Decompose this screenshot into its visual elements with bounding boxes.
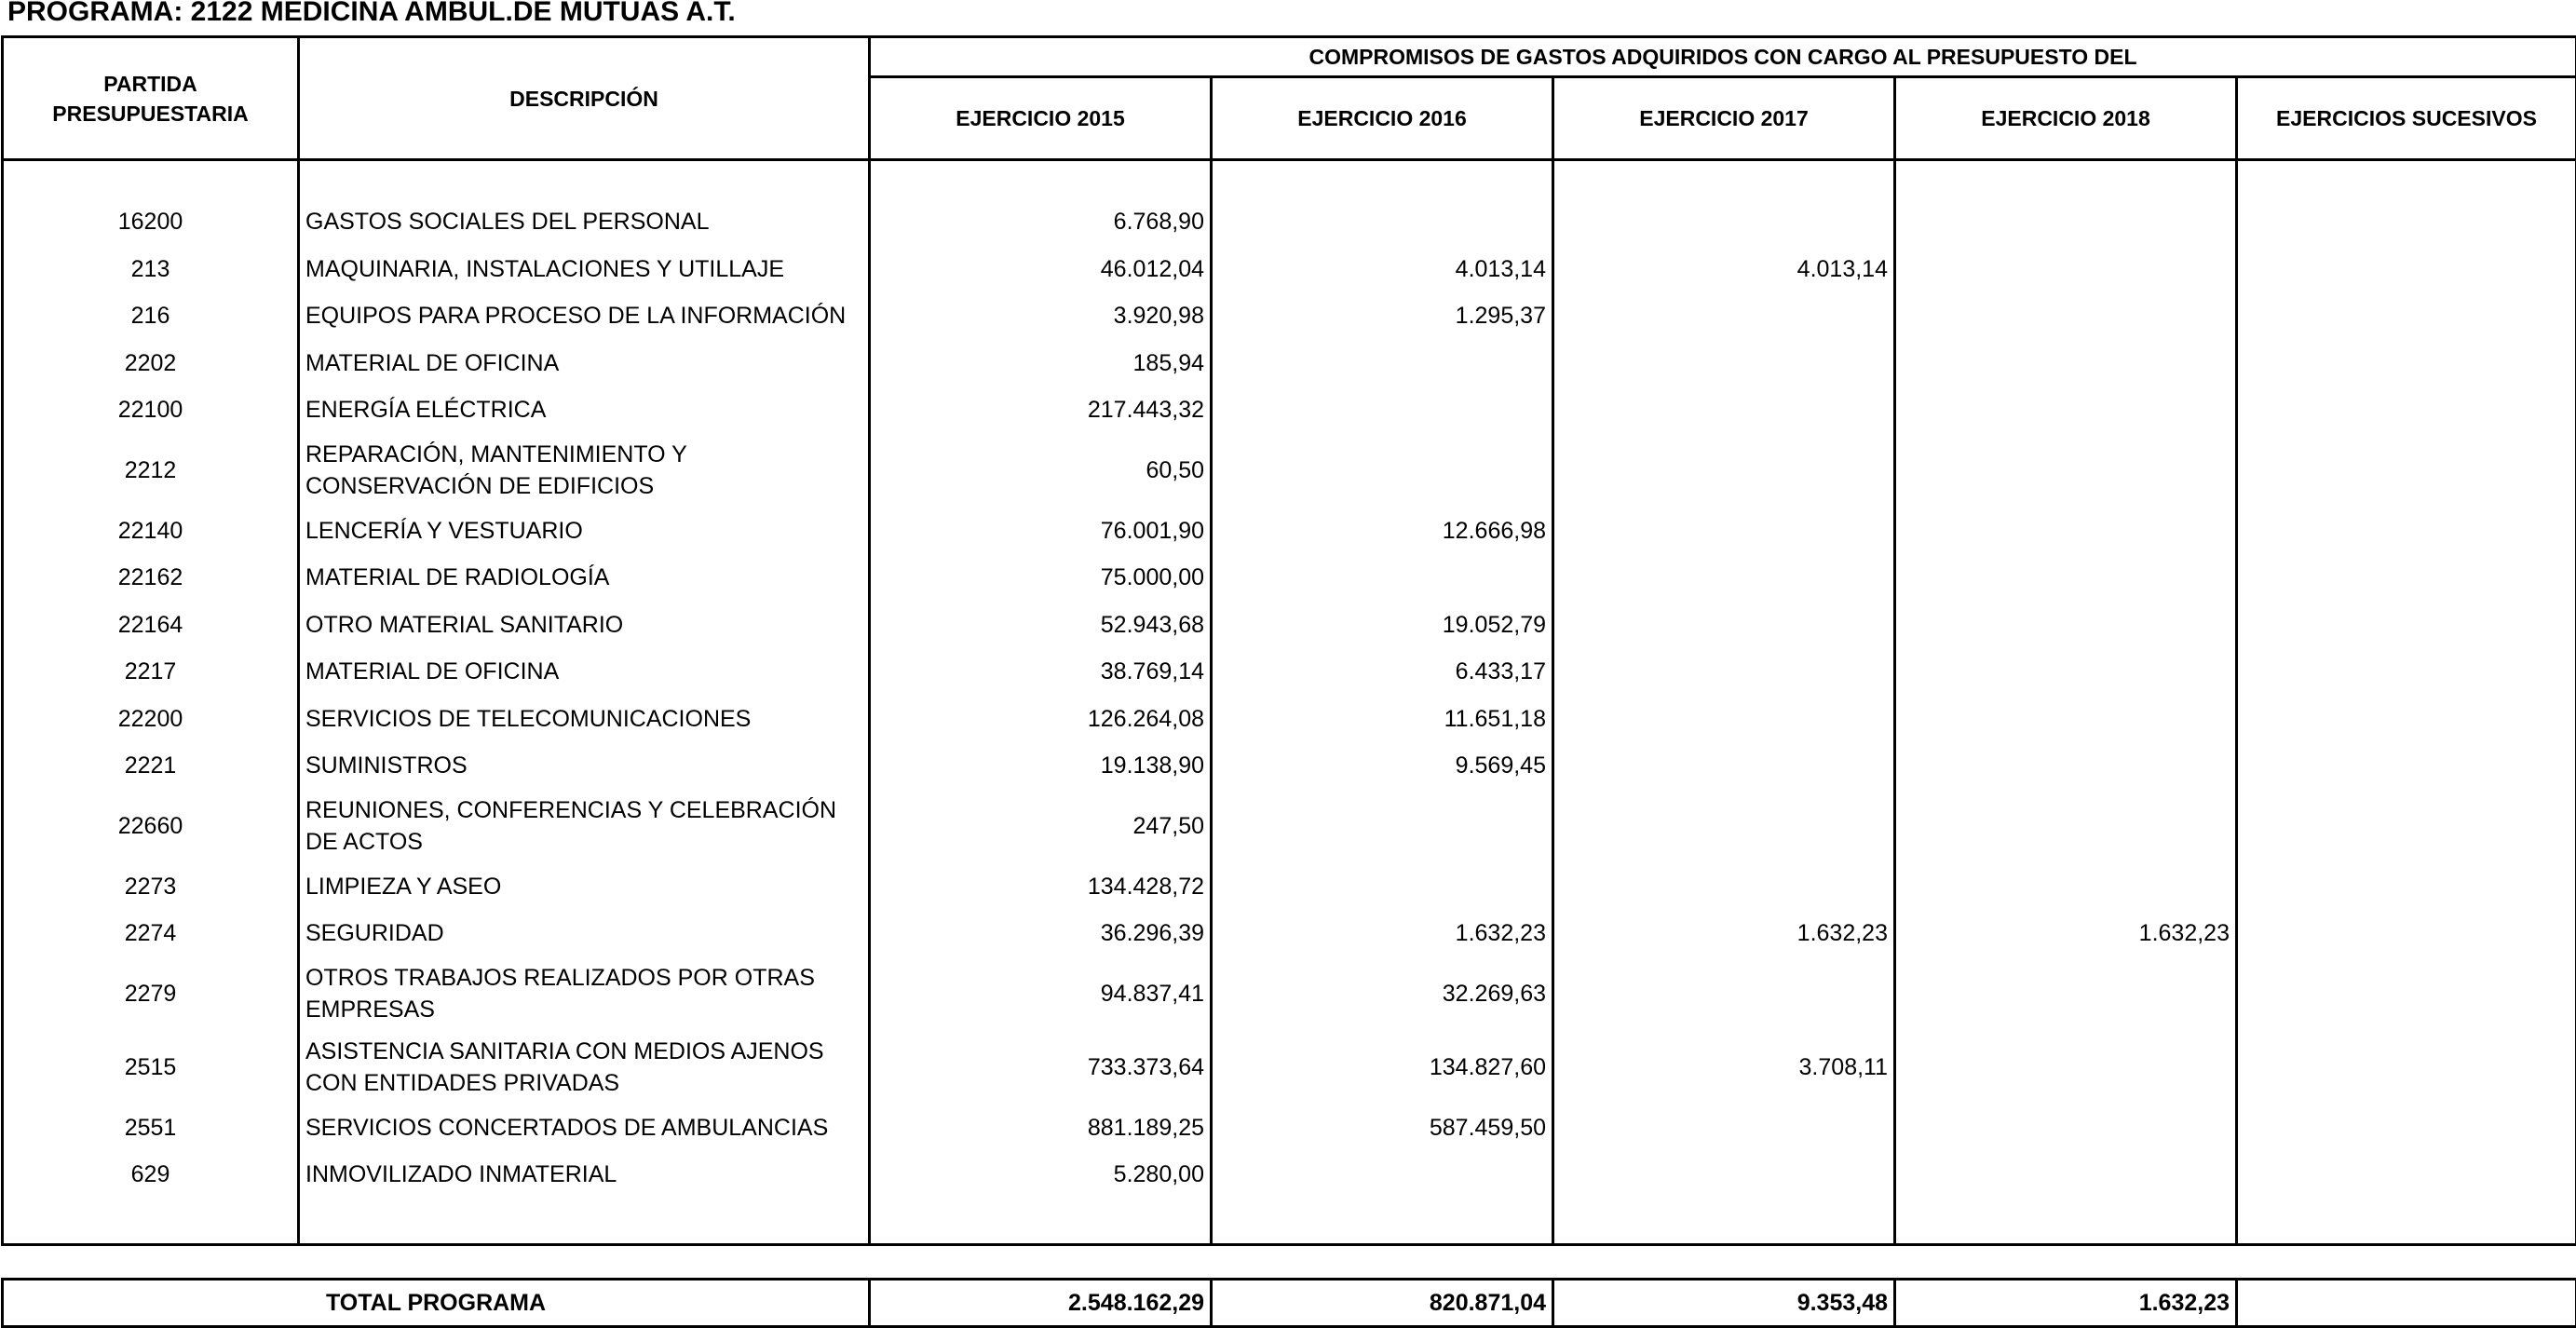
descripcion-cell: SUMINISTROS bbox=[299, 742, 870, 790]
ejercicio-2015-cell: 38.769,14 bbox=[870, 648, 1212, 696]
descripcion-cell: MATERIAL DE RADIOLOGÍA bbox=[299, 554, 870, 602]
ejercicio-2015-cell: 134.428,72 bbox=[870, 863, 1212, 911]
header-descripcion: DESCRIPCIÓN bbox=[299, 37, 870, 160]
ejercicios-sucesivos-cell bbox=[2237, 340, 2576, 387]
ejercicio-2016-cell: 9.569,45 bbox=[1212, 742, 1553, 790]
ejercicio-2016-cell: 32.269,63 bbox=[1212, 957, 1553, 1031]
partida-cell: 2279 bbox=[3, 957, 299, 1031]
partida-cell: 2273 bbox=[3, 863, 299, 911]
ejercicios-sucesivos-cell bbox=[2237, 554, 2576, 602]
ejercicio-2018-cell bbox=[1895, 292, 2237, 340]
ejercicio-2016-cell bbox=[1212, 198, 1553, 246]
ejercicio-2016-cell: 587.459,50 bbox=[1212, 1104, 1553, 1152]
ejercicios-sucesivos-cell bbox=[2237, 696, 2576, 743]
descripcion-cell: OTROS TRABAJOS REALIZADOS POR OTRAS EMPRESAS bbox=[299, 957, 870, 1031]
ejercicio-2018-cell: 1.632,23 bbox=[1895, 910, 2237, 957]
table-row bbox=[3, 1104, 2576, 1152]
descripcion-cell: INMOVILIZADO INMATERIAL bbox=[299, 1151, 870, 1199]
ejercicio-2017-cell bbox=[1553, 742, 1895, 790]
total-row bbox=[3, 1280, 2576, 1327]
partida-cell: 2515 bbox=[3, 1031, 299, 1104]
ejercicios-sucesivos-cell bbox=[2237, 198, 2576, 246]
ejercicios-sucesivos-cell bbox=[2237, 910, 2576, 957]
ejercicio-2015-cell: 881.189,25 bbox=[870, 1104, 1212, 1152]
partida-cell: 22164 bbox=[3, 602, 299, 649]
ejercicio-2015-cell: 19.138,90 bbox=[870, 742, 1212, 790]
ejercicio-2017-cell: 1.632,23 bbox=[1553, 910, 1895, 957]
ejercicio-2017-cell bbox=[1553, 1104, 1895, 1152]
table-row bbox=[3, 742, 2576, 790]
ejercicio-2015-cell: 52.943,68 bbox=[870, 602, 1212, 649]
ejercicio-2018-cell bbox=[1895, 246, 2237, 293]
table-row bbox=[3, 198, 2576, 246]
partida-cell: 22140 bbox=[3, 508, 299, 555]
ejercicios-sucesivos-cell bbox=[2237, 246, 2576, 293]
ejercicio-2018-cell bbox=[1895, 696, 2237, 743]
ejercicio-2018-cell bbox=[1895, 508, 2237, 555]
total-2016: 820.871,04 bbox=[1212, 1280, 1553, 1327]
ejercicio-2017-cell bbox=[1553, 292, 1895, 340]
table-row bbox=[3, 910, 2576, 957]
descripcion-cell: SERVICIOS DE TELECOMUNICACIONES bbox=[299, 696, 870, 743]
descripcion-cell: LIMPIEZA Y ASEO bbox=[299, 863, 870, 911]
table-row bbox=[3, 554, 2576, 602]
ejercicio-2016-cell: 11.651,18 bbox=[1212, 696, 1553, 743]
ejercicios-sucesivos-cell bbox=[2237, 1031, 2576, 1104]
table-row bbox=[3, 648, 2576, 696]
partida-cell: 2212 bbox=[3, 434, 299, 508]
partida-cell: 2217 bbox=[3, 648, 299, 696]
ejercicios-sucesivos-cell bbox=[2237, 957, 2576, 1031]
ejercicio-2017-cell: 4.013,14 bbox=[1553, 246, 1895, 293]
ejercicio-2016-cell: 6.433,17 bbox=[1212, 648, 1553, 696]
descripcion-cell: OTRO MATERIAL SANITARIO bbox=[299, 602, 870, 649]
ejercicios-sucesivos-cell bbox=[2237, 602, 2576, 649]
descripcion-cell: EQUIPOS PARA PROCESO DE LA INFORMACIÓN bbox=[299, 292, 870, 340]
ejercicio-2018-cell bbox=[1895, 602, 2237, 649]
budget-table bbox=[1, 35, 2576, 1246]
descripcion-cell: MATERIAL DE OFICINA bbox=[299, 648, 870, 696]
table-row bbox=[3, 1151, 2576, 1199]
ejercicios-sucesivos-cell bbox=[2237, 742, 2576, 790]
ejercicios-sucesivos-cell bbox=[2237, 790, 2576, 863]
header-compromisos: COMPROMISOS DE GASTOS ADQUIRIDOS CON CARGO AL PRESUPUESTO DEL bbox=[870, 37, 2576, 77]
ejercicio-2015-cell: 94.837,41 bbox=[870, 957, 1212, 1031]
partida-cell: 2202 bbox=[3, 340, 299, 387]
descripcion-cell: REPARACIÓN, MANTENIMIENTO Y CONSERVACIÓN DE EDIFICIOS bbox=[299, 434, 870, 508]
ejercicio-2017-cell bbox=[1553, 386, 1895, 434]
ejercicio-2015-cell: 247,50 bbox=[870, 790, 1212, 863]
ejercicio-2017-cell bbox=[1553, 340, 1895, 387]
descripcion-cell: MAQUINARIA, INSTALACIONES Y UTILLAJE bbox=[299, 246, 870, 293]
ejercicio-2015-cell: 217.443,32 bbox=[870, 386, 1212, 434]
descripcion-cell: ASISTENCIA SANITARIA CON MEDIOS AJENOS CON ENTIDADES PRIVADAS bbox=[299, 1031, 870, 1104]
ejercicio-2018-cell bbox=[1895, 957, 2237, 1031]
ejercicio-2018-cell bbox=[1895, 340, 2237, 387]
descripcion-cell: LENCERÍA Y VESTUARIO bbox=[299, 508, 870, 555]
ejercicio-2018-cell bbox=[1895, 198, 2237, 246]
ejercicio-2016-cell: 12.666,98 bbox=[1212, 508, 1553, 555]
ejercicio-2016-cell bbox=[1212, 340, 1553, 387]
partida-cell: 629 bbox=[3, 1151, 299, 1199]
descripcion-cell: ENERGÍA ELÉCTRICA bbox=[299, 386, 870, 434]
header-partida: PARTIDA PRESUPUESTARIA bbox=[3, 37, 299, 160]
ejercicios-sucesivos-cell bbox=[2237, 292, 2576, 340]
ejercicio-2017-cell bbox=[1553, 434, 1895, 508]
ejercicios-sucesivos-cell bbox=[2237, 648, 2576, 696]
ejercicio-2017-cell bbox=[1553, 1151, 1895, 1199]
table-row bbox=[3, 386, 2576, 434]
ejercicio-2018-cell bbox=[1895, 434, 2237, 508]
table-row bbox=[3, 602, 2576, 649]
ejercicio-2018-cell bbox=[1895, 1151, 2237, 1199]
partida-cell: 16200 bbox=[3, 198, 299, 246]
ejercicios-sucesivos-cell bbox=[2237, 863, 2576, 911]
table-row bbox=[3, 696, 2576, 743]
ejercicio-2016-cell: 1.632,23 bbox=[1212, 910, 1553, 957]
ejercicio-2016-cell: 1.295,37 bbox=[1212, 292, 1553, 340]
header-ejercicio-2016: EJERCICIO 2016 bbox=[1212, 77, 1553, 160]
partida-cell: 22660 bbox=[3, 790, 299, 863]
ejercicio-2018-cell bbox=[1895, 554, 2237, 602]
ejercicio-2017-cell bbox=[1553, 508, 1895, 555]
ejercicio-2017-cell: 3.708,11 bbox=[1553, 1031, 1895, 1104]
ejercicio-2015-cell: 5.280,00 bbox=[870, 1151, 1212, 1199]
table-row bbox=[3, 957, 2576, 1031]
ejercicio-2016-cell bbox=[1212, 554, 1553, 602]
ejercicio-2017-cell bbox=[1553, 790, 1895, 863]
table-spacer bbox=[3, 1199, 2576, 1245]
table-row bbox=[3, 434, 2576, 508]
page-title: PROGRAMA: 2122 MEDICINA AMBUL.DE MUTUAS A.T. bbox=[7, 0, 736, 27]
table-row bbox=[3, 508, 2576, 555]
partida-cell: 2274 bbox=[3, 910, 299, 957]
table-row bbox=[3, 790, 2576, 863]
descripcion-cell: SERVICIOS CONCERTADOS DE AMBULANCIAS bbox=[299, 1104, 870, 1152]
ejercicios-sucesivos-cell bbox=[2237, 508, 2576, 555]
ejercicios-sucesivos-cell bbox=[2237, 434, 2576, 508]
ejercicio-2015-cell: 185,94 bbox=[870, 340, 1212, 387]
descripcion-cell: MATERIAL DE OFICINA bbox=[299, 340, 870, 387]
total-2018: 1.632,23 bbox=[1895, 1280, 2237, 1327]
partida-cell: 2551 bbox=[3, 1104, 299, 1152]
partida-cell: 216 bbox=[3, 292, 299, 340]
ejercicio-2015-cell: 126.264,08 bbox=[870, 696, 1212, 743]
table-row bbox=[3, 246, 2576, 293]
ejercicio-2018-cell bbox=[1895, 386, 2237, 434]
ejercicios-sucesivos-cell bbox=[2237, 1104, 2576, 1152]
ejercicio-2016-cell bbox=[1212, 386, 1553, 434]
descripcion-cell: SEGURIDAD bbox=[299, 910, 870, 957]
partida-cell: 22100 bbox=[3, 386, 299, 434]
ejercicio-2018-cell bbox=[1895, 863, 2237, 911]
ejercicio-2018-cell bbox=[1895, 790, 2237, 863]
partida-cell: 2221 bbox=[3, 742, 299, 790]
ejercicio-2015-cell: 46.012,04 bbox=[870, 246, 1212, 293]
table-spacer bbox=[3, 160, 2576, 199]
partida-cell: 213 bbox=[3, 246, 299, 293]
ejercicio-2017-cell bbox=[1553, 696, 1895, 743]
ejercicio-2015-cell: 3.920,98 bbox=[870, 292, 1212, 340]
header-ejercicio-2017: EJERCICIO 2017 bbox=[1553, 77, 1895, 160]
ejercicio-2015-cell: 6.768,90 bbox=[870, 198, 1212, 246]
total-2017: 9.353,48 bbox=[1553, 1280, 1895, 1327]
ejercicio-2017-cell bbox=[1553, 602, 1895, 649]
table-row bbox=[3, 292, 2576, 340]
ejercicio-2015-cell: 733.373,64 bbox=[870, 1031, 1212, 1104]
ejercicios-sucesivos-cell bbox=[2237, 386, 2576, 434]
ejercicio-2018-cell bbox=[1895, 1104, 2237, 1152]
table-row bbox=[3, 340, 2576, 387]
ejercicio-2018-cell bbox=[1895, 742, 2237, 790]
ejercicio-2016-cell bbox=[1212, 790, 1553, 863]
ejercicio-2018-cell bbox=[1895, 648, 2237, 696]
total-label: TOTAL PROGRAMA bbox=[3, 1280, 870, 1327]
descripcion-cell: REUNIONES, CONFERENCIAS Y CELEBRACIÓN DE ACTOS bbox=[299, 790, 870, 863]
ejercicio-2016-cell bbox=[1212, 434, 1553, 508]
ejercicio-2015-cell: 36.296,39 bbox=[870, 910, 1212, 957]
ejercicios-sucesivos-cell bbox=[2237, 1151, 2576, 1199]
ejercicio-2015-cell: 76.001,90 bbox=[870, 508, 1212, 555]
header-ejercicios-sucesivos: EJERCICIOS SUCESIVOS bbox=[2237, 77, 2576, 160]
total-2015: 2.548.162,29 bbox=[870, 1280, 1212, 1327]
partida-cell: 22200 bbox=[3, 696, 299, 743]
header-ejercicio-2015: EJERCICIO 2015 bbox=[870, 77, 1212, 160]
ejercicio-2016-cell: 4.013,14 bbox=[1212, 246, 1553, 293]
ejercicio-2016-cell: 134.827,60 bbox=[1212, 1031, 1553, 1104]
partida-cell: 22162 bbox=[3, 554, 299, 602]
ejercicio-2017-cell bbox=[1553, 648, 1895, 696]
ejercicio-2016-cell bbox=[1212, 863, 1553, 911]
ejercicio-2017-cell bbox=[1553, 198, 1895, 246]
total-sucesivos bbox=[2237, 1280, 2576, 1327]
descripcion-cell: GASTOS SOCIALES DEL PERSONAL bbox=[299, 198, 870, 246]
table-row bbox=[3, 863, 2576, 911]
ejercicio-2015-cell: 60,50 bbox=[870, 434, 1212, 508]
ejercicio-2017-cell bbox=[1553, 863, 1895, 911]
ejercicio-2018-cell bbox=[1895, 1031, 2237, 1104]
ejercicio-2016-cell bbox=[1212, 1151, 1553, 1199]
ejercicio-2017-cell bbox=[1553, 957, 1895, 1031]
total-table bbox=[1, 1278, 2576, 1328]
header-ejercicio-2018: EJERCICIO 2018 bbox=[1895, 77, 2237, 160]
ejercicio-2015-cell: 75.000,00 bbox=[870, 554, 1212, 602]
ejercicio-2017-cell bbox=[1553, 554, 1895, 602]
table-row bbox=[3, 1031, 2576, 1104]
ejercicio-2016-cell: 19.052,79 bbox=[1212, 602, 1553, 649]
